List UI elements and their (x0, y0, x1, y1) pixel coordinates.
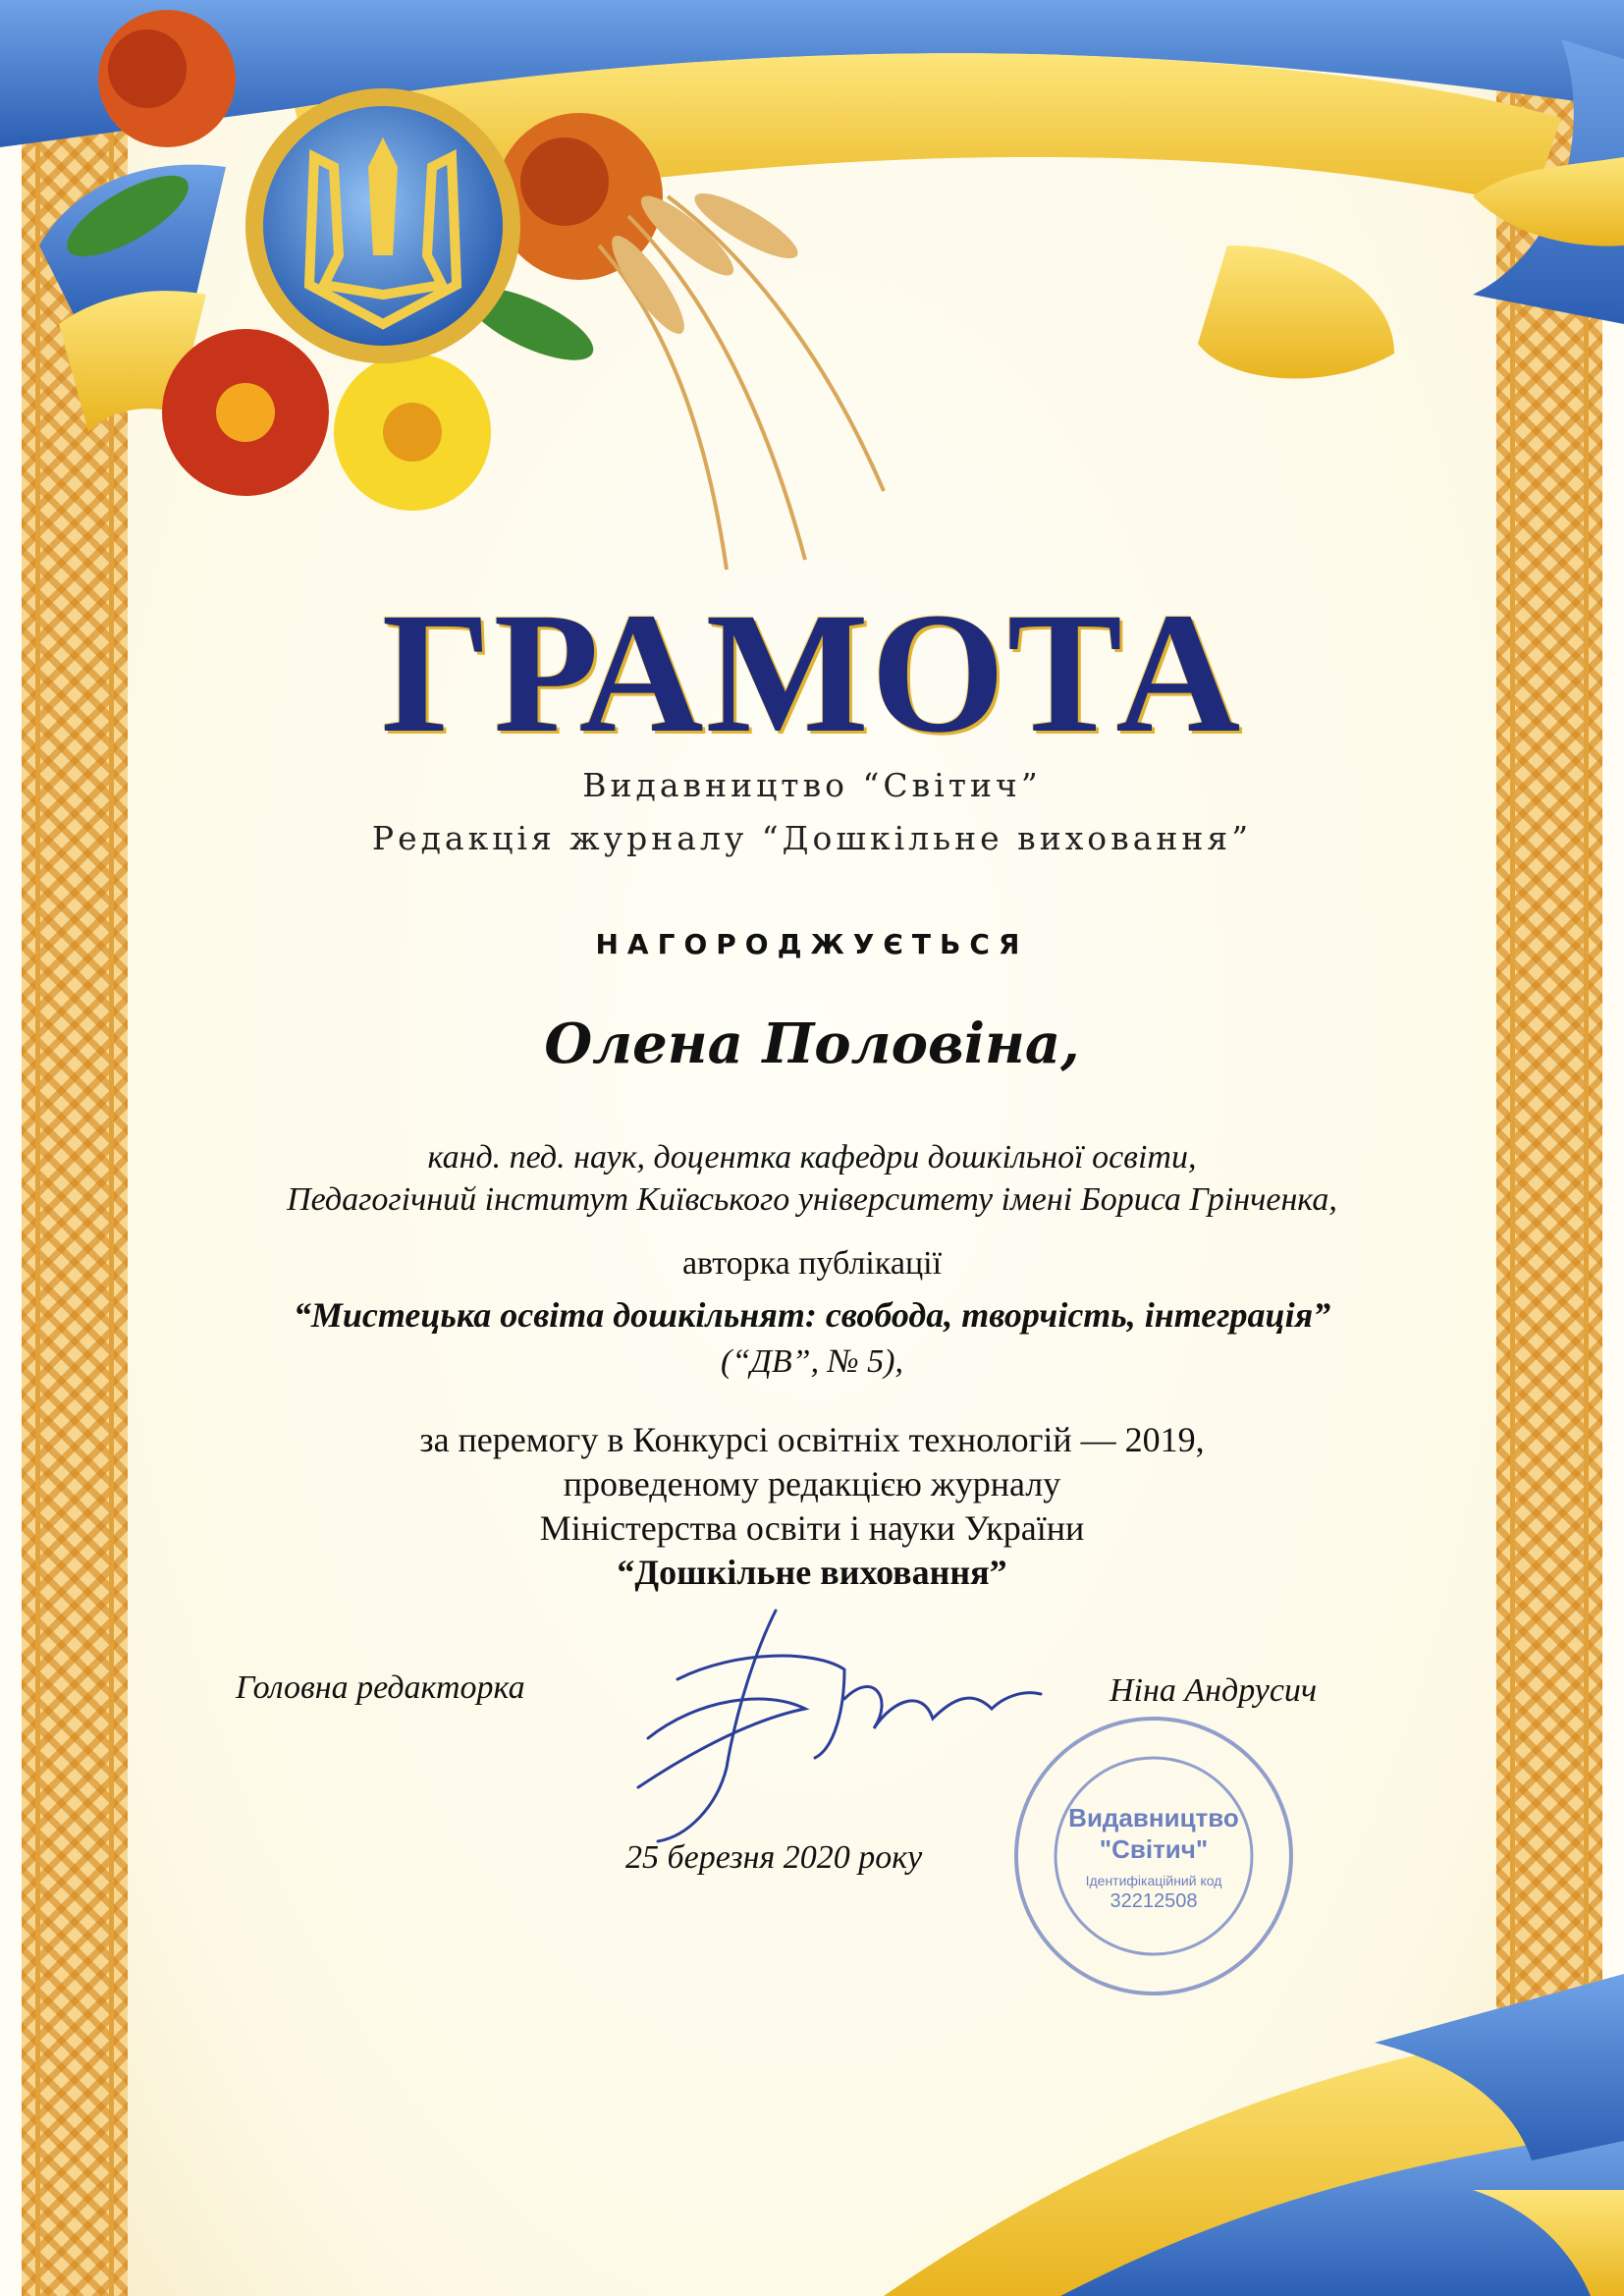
editorial-office: Редакція журналу “Дошкільне виховання” (371, 819, 1253, 857)
publisher-name: Видавництво “Світич” (582, 766, 1042, 804)
author-label: авторка публікації (681, 1245, 943, 1282)
stamp-line-1: Видавництво (1068, 1803, 1239, 1832)
stamp-code-label: Ідентифікаційний код (1085, 1873, 1222, 1888)
reason-line-2: проведеному редакцією журналу (563, 1464, 1061, 1503)
recipient-position: канд. пед. наук, доцентка кафедри дошкільної освіти, (427, 1139, 1197, 1175)
stamp-line-2: "Світич" (1099, 1834, 1209, 1864)
issue-date: 25 березня 2020 року (625, 1839, 923, 1876)
publication-title: “Мистецька освіта дошкільнят: свобода, творчість, інтеграція” (293, 1295, 1331, 1335)
publication-issue: (“ДВ”, № 5), (721, 1343, 903, 1380)
reason-line-1: за перемогу в Конкурсі освітніх технологій — 2019, (419, 1420, 1205, 1459)
handwritten-signature (619, 1591, 1051, 1846)
awarded-label: НАГОРОДЖУЄТЬСЯ (595, 928, 1029, 960)
recipient-institution: Педагогічний інститут Київського університету імені Бориса Грінченка, (287, 1181, 1337, 1218)
signer-name: Ніна Андрусич (1110, 1672, 1318, 1709)
signer-role: Головна редакторка (236, 1669, 525, 1706)
recipient-name: Олена Половіна, (544, 1011, 1080, 1076)
stamp-code: 32212508 (1110, 1890, 1198, 1912)
reason-line-4: “Дошкільне виховання” (617, 1553, 1007, 1592)
publisher-stamp (1006, 1709, 1301, 2003)
reason-line-3: Міністерства освіти і науки України (539, 1508, 1085, 1548)
certificate-title: ГРАМОТА (381, 577, 1243, 769)
